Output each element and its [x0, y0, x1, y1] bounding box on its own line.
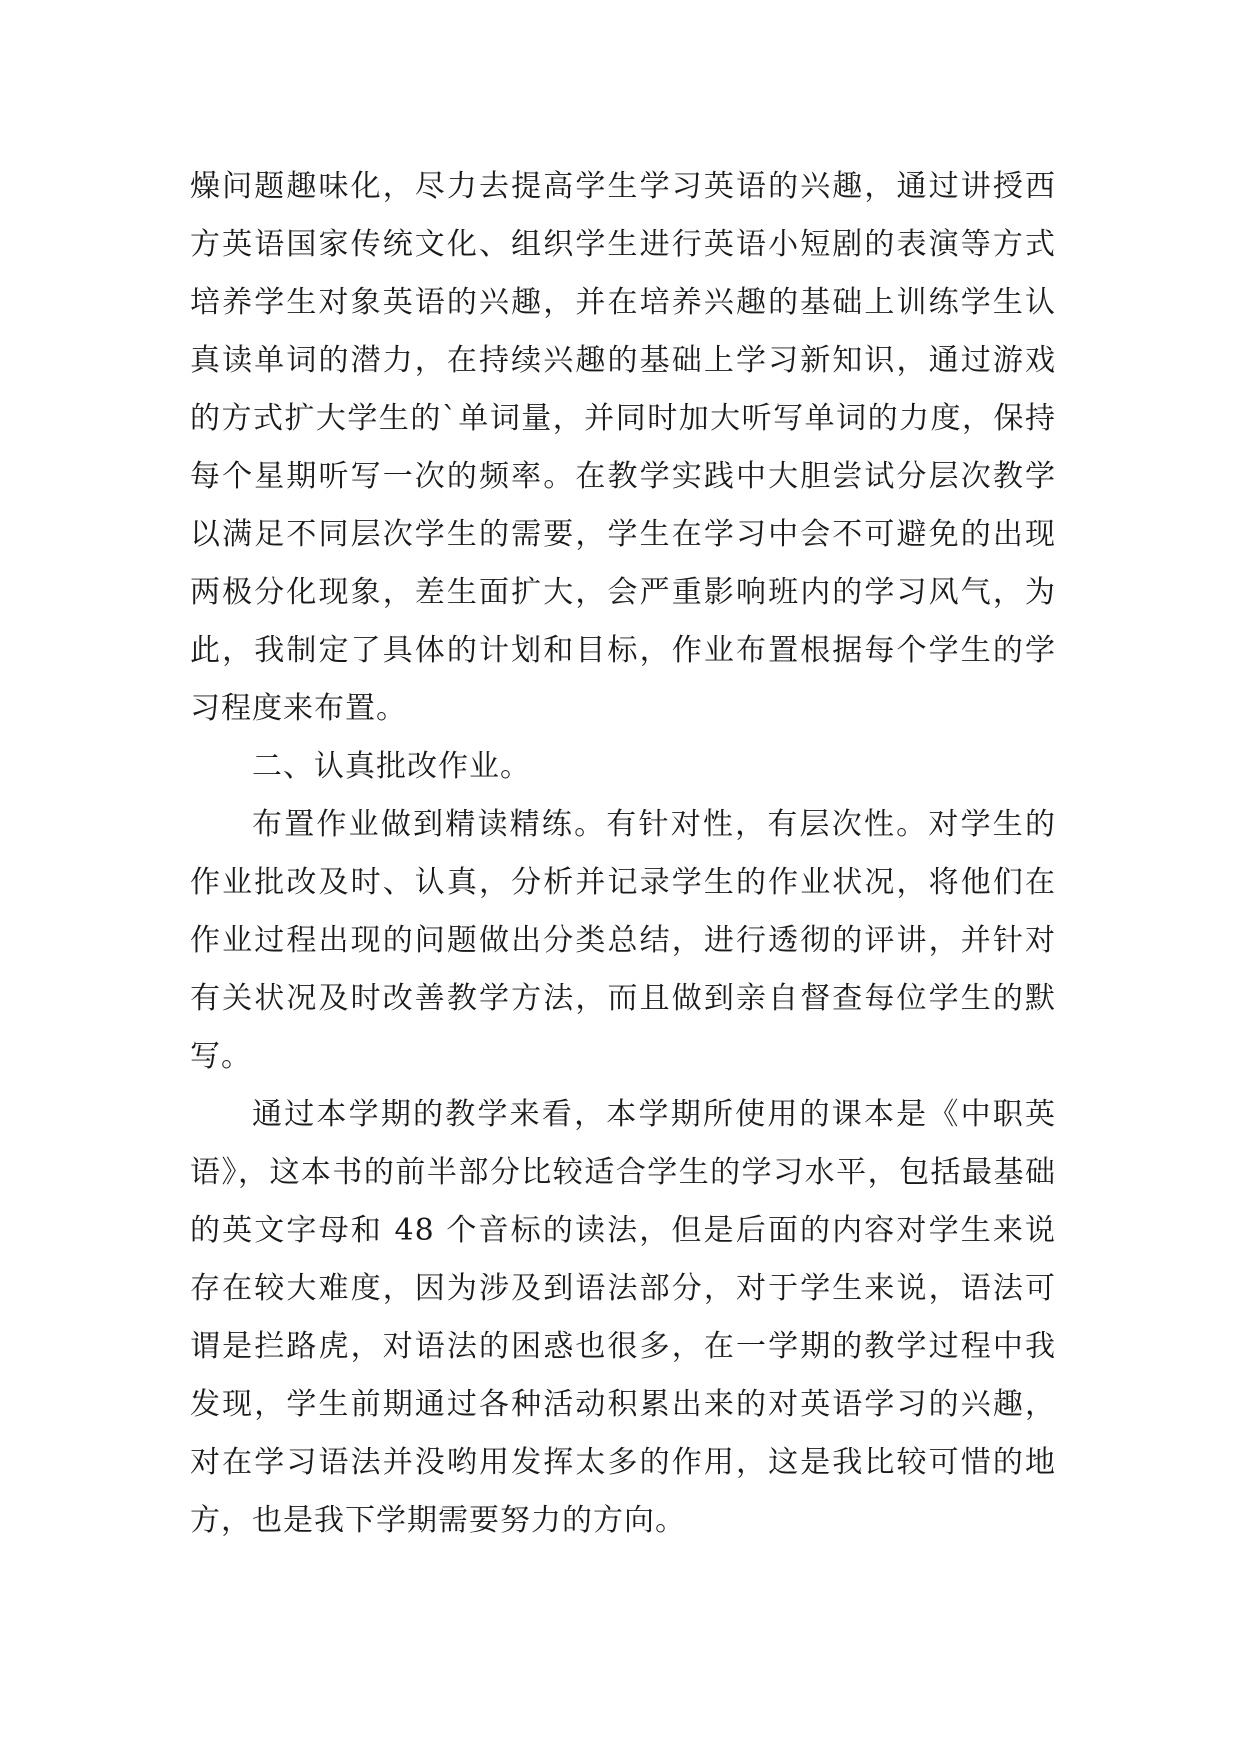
paragraph-homework: 布置作业做到精读精练。有针对性，有层次性。对学生的作业批改及时、认真，分析并记录学生的作业状况，将他们在作业过程出现的问题做出分类总结，进行透彻的评讲，并针对有关状况及时改善教学方法，而且做到亲自督查每位学生的默写。	[190, 807, 1056, 1074]
section-heading-homework: 二、认真批改作业。	[252, 749, 531, 784]
paragraph-semester-review: 通过本学期的教学来看，本学期所使用的课本是《中职英语》，这本书的前半部分比较适合学生的学习水平，包括最基础的英文字母和 48 个音标的读法，但是后面的内容对学生来说存在较大难度，因为涉及到语法部分，对于学生来说，语法可谓是拦路虎，对语法的困惑也很多，在一学期的教学过程中我发现，学生前期通过各种活动积累出来的对英语学习的兴趣，对在学习语法并没哟用发挥太多的作用，这是我比较可惜的地方，也是我下学期需要努力的方向。	[190, 1097, 1056, 1538]
document-body	[190, 158, 1056, 1550]
paragraph-continued-interest: 燥问题趣味化，尽力去提高学生学习英语的兴趣，通过讲授西方英语国家传统文化、组织学生进行英语小短剧的表演等方式培养学生对象英语的兴趣，并在培养兴趣的基础上训练学生认真读单词的潜力，在持续兴趣的基础上学习新知识，通过游戏的方式扩大学生的`单词量，并同时加大听写单词的力度，保持每个星期听写一次的频率。在教学实践中大胆尝试分层次教学以满足不同层次学生的需要，学生在学习中会不可避免的出现两极分化现象，差生面扩大，会严重影响班内的学习风气，为此，我制定了具体的计划和目标，作业布置根据每个学生的学习程度来布置。	[190, 169, 1056, 726]
